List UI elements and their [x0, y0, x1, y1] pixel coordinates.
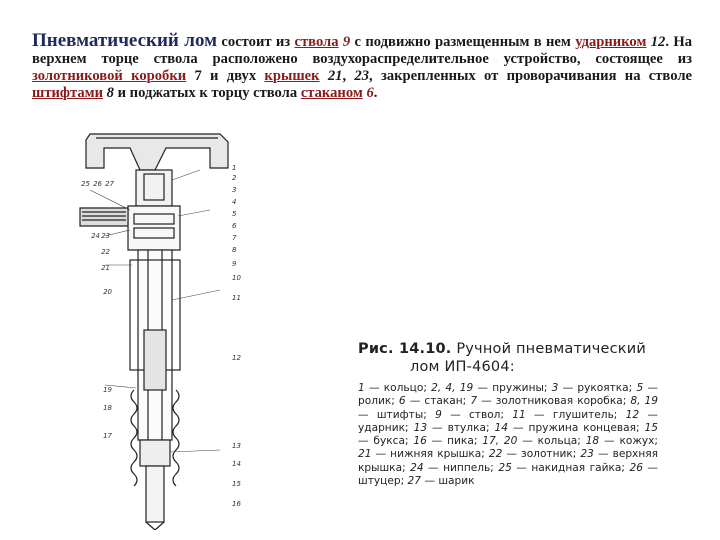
legend-number: 14	[494, 421, 508, 434]
term-valvebox: золотниковой коробки	[32, 68, 187, 84]
callout-label-27: 27	[105, 180, 114, 188]
callout-label-14: 14	[232, 460, 241, 468]
legend-text: — накидная гайка;	[511, 461, 630, 474]
callout-label-2: 2	[232, 174, 237, 182]
callout-label-12: 12	[232, 354, 241, 362]
callout-label-6: 6	[232, 222, 237, 230]
callout-label-9: 9	[232, 260, 237, 268]
figure-labels-right	[232, 164, 241, 508]
callout-label-26: 26	[93, 180, 102, 188]
term-barrel: ствола	[294, 34, 339, 50]
legend-text: — стакан;	[405, 395, 471, 408]
callout-label-5: 5	[232, 210, 237, 218]
legend-number: 9	[435, 408, 442, 421]
legend-number: 27	[407, 475, 422, 488]
num-pins: 8	[106, 85, 114, 101]
callout-label-16: 16	[232, 500, 241, 508]
legend-text: — пружины;	[473, 382, 552, 394]
legend-number: 21	[358, 448, 372, 461]
legend-number: 26	[629, 461, 643, 474]
legend-number: 15	[644, 421, 658, 434]
legend-text: — пика;	[426, 435, 483, 448]
num-striker: 12	[650, 34, 666, 50]
legend-text: — штуцер;	[358, 461, 658, 488]
intro-text: с подвижно размещенным в нем	[350, 34, 576, 50]
legend-text: — кольца;	[517, 435, 586, 448]
term-sleeve: стаканом	[300, 85, 363, 101]
legend-text: — кожух;	[599, 435, 658, 448]
intro-paragraph	[32, 32, 692, 102]
caption-title-line2: лом ИП-4604:	[410, 359, 515, 375]
num-cover1: 21	[327, 68, 343, 84]
caption-title-line1: Ручной пневматический	[456, 341, 646, 357]
caption-legend	[358, 382, 658, 488]
jackhammer-drawing	[60, 130, 260, 530]
intro-text: состоит из	[217, 34, 295, 50]
legend-number: 8, 19	[630, 395, 658, 408]
num-sleeve: 6	[366, 85, 374, 101]
legend-text: — ствол;	[441, 408, 513, 421]
intro-text: ,	[342, 68, 355, 84]
num-valvebox: 7	[194, 68, 202, 84]
callout-label-11: 11	[232, 294, 241, 302]
legend-number: 16	[413, 435, 427, 448]
term-covers: крышек	[264, 68, 320, 84]
figure-number: Рис. 14.10.	[358, 341, 452, 357]
caption-title	[358, 340, 658, 376]
legend-text: — нижняя крышка;	[371, 448, 489, 461]
num-cover2: 23	[354, 68, 370, 84]
callout-label-20: 20	[103, 288, 112, 296]
legend-number: 5	[636, 382, 644, 394]
callout-label-8: 8	[232, 246, 237, 254]
legend-number: 17, 20	[482, 435, 518, 448]
legend-text: — шарик	[421, 475, 475, 488]
legend-text: — глушитель;	[525, 408, 626, 421]
callout-label-4: 4	[232, 198, 237, 206]
legend-number: 22	[488, 448, 503, 461]
legend-number: 18	[585, 435, 600, 448]
num-barrel: 9	[342, 34, 351, 50]
legend-number: 6	[398, 395, 406, 408]
legend-number: 25	[498, 461, 512, 474]
legend-text: — рукоятка;	[558, 382, 637, 394]
callout-label-13: 13	[232, 442, 241, 450]
callout-label-17: 17	[103, 432, 112, 440]
legend-number: 23	[580, 448, 594, 461]
legend-number: 12	[625, 408, 640, 421]
legend-text: — ниппель;	[423, 461, 499, 474]
callout-label-25: 25	[81, 180, 90, 188]
legend-text: — букса;	[358, 435, 414, 448]
callout-label-10: 10	[232, 274, 241, 282]
intro-term: Пневматический лом	[32, 30, 218, 51]
figure-caption	[358, 340, 658, 488]
callout-label-22: 22	[101, 248, 110, 256]
callout-label-24: 24	[91, 232, 100, 240]
legend-text: — золотниковая коробка;	[477, 395, 631, 408]
legend-text: — штифты;	[358, 408, 436, 421]
legend-text: — втулка;	[427, 421, 495, 434]
term-striker: ударником	[575, 34, 647, 50]
legend-number: 24	[410, 461, 424, 474]
term-pins: штифтами	[32, 85, 103, 101]
legend-number: 13	[413, 421, 428, 434]
legend-text: — пружина концевая;	[508, 421, 645, 434]
legend-number: 11	[512, 408, 526, 421]
callout-label-1: 1	[232, 164, 237, 172]
intro-text: .	[373, 85, 378, 101]
callout-label-15: 15	[232, 480, 241, 488]
callout-label-7: 7	[232, 234, 237, 242]
legend-text: — кольцо;	[364, 382, 432, 394]
intro-text: и поджатых к торцу ствола	[113, 85, 301, 101]
intro-text: , закрепленных от проворачивания на стволе	[369, 68, 692, 84]
callout-label-18: 18	[103, 404, 112, 412]
legend-number: 2, 4, 19	[431, 382, 474, 394]
callout-label-19: 19	[103, 386, 112, 394]
legend-number: 7	[470, 395, 478, 408]
intro-text: и двух	[201, 68, 265, 84]
legend-number: 3	[551, 382, 559, 394]
callout-label-21: 21	[101, 264, 110, 272]
callout-label-3: 3	[232, 186, 237, 194]
intro-text: . На верхнем торце ствола расположено воздухораспределительное устройство, состоящее из	[32, 34, 692, 67]
legend-text: — верхняя крышка;	[358, 448, 659, 474]
legend-text: — золотник;	[502, 448, 581, 461]
callout-label-23: 23	[101, 232, 110, 240]
legend-text: — ударник;	[358, 408, 659, 434]
legend-number: 1	[358, 382, 365, 394]
legend-text: — ролик;	[358, 382, 658, 408]
